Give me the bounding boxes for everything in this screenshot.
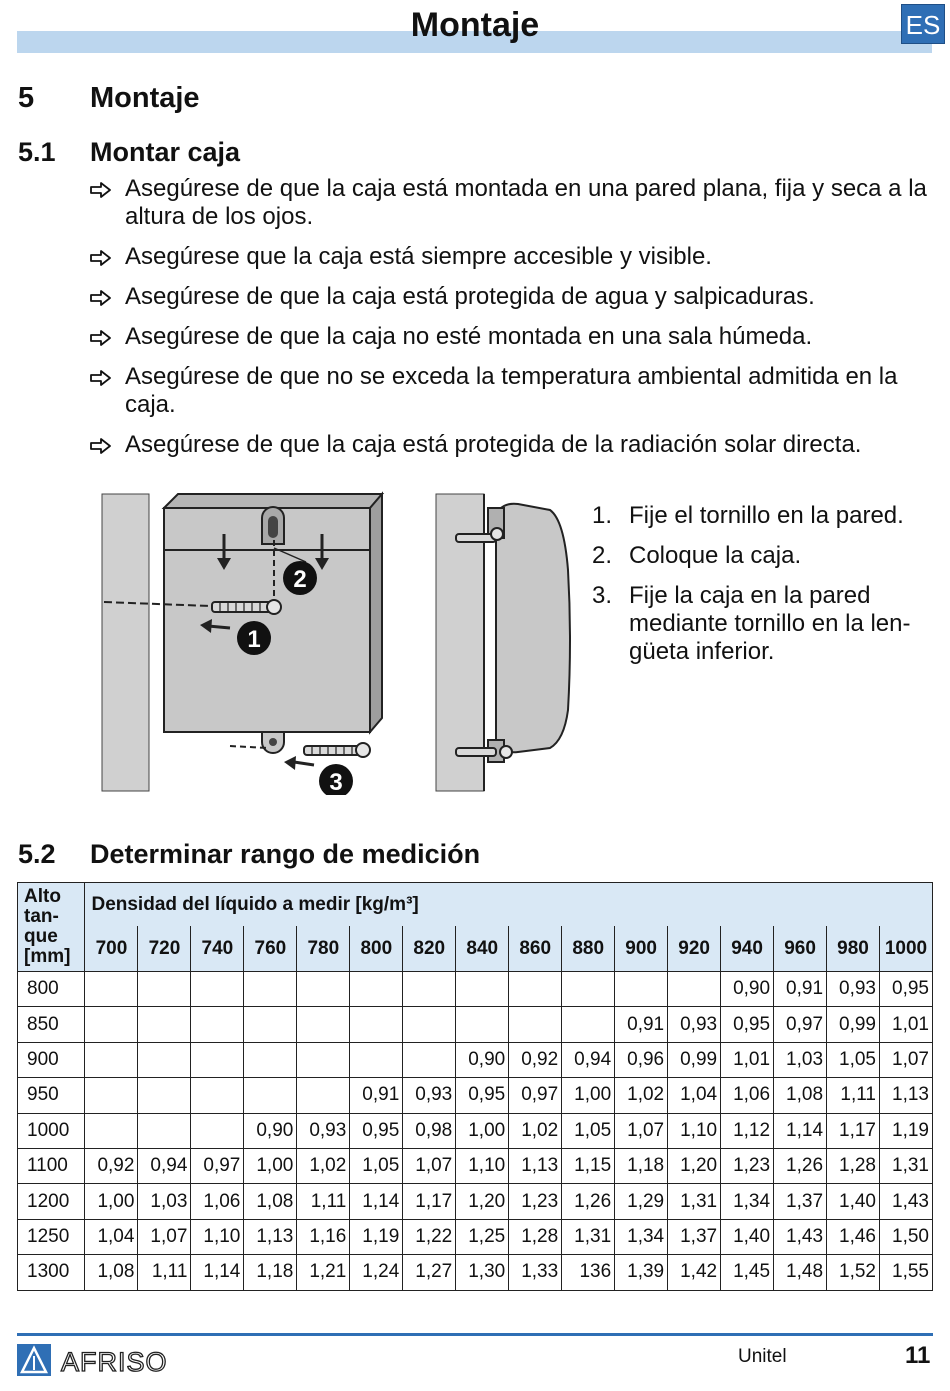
range-cell: 1,43 (880, 1184, 933, 1219)
range-cell: 1,11 (297, 1184, 350, 1219)
density-column-header: 720 (138, 926, 191, 971)
range-cell (138, 972, 191, 1007)
range-cell: 136 (562, 1255, 615, 1290)
range-cell: 1,45 (721, 1255, 774, 1290)
range-cell (350, 1007, 403, 1042)
range-cell: 1,23 (721, 1148, 774, 1183)
range-cell: 1,31 (562, 1219, 615, 1254)
range-cell: 1,04 (85, 1219, 138, 1254)
range-cell: 1,20 (668, 1148, 721, 1183)
list-item-text: Asegúrese de que la caja no esté montada en una sala húmeda. (125, 323, 813, 350)
range-cell: 0,90 (244, 1113, 297, 1148)
range-cell: 1,13 (244, 1219, 297, 1254)
range-cell: 0,94 (138, 1148, 191, 1183)
range-cell: 1,00 (562, 1078, 615, 1113)
tank-height-cell: 1200 (18, 1184, 85, 1219)
range-cell: 1,24 (350, 1255, 403, 1290)
range-cell: 0,92 (85, 1148, 138, 1183)
range-cell (403, 972, 456, 1007)
arrow-right-outline-icon (90, 290, 112, 306)
footer-product: Unitel (738, 1346, 787, 1367)
range-cell: 1,03 (774, 1042, 827, 1077)
range-cell: 1,10 (191, 1219, 244, 1254)
range-cell: 1,02 (297, 1148, 350, 1183)
density-column-header: 1000 (880, 926, 933, 971)
range-cell (191, 1042, 244, 1077)
step-text: Coloque la caja. (629, 542, 802, 569)
density-column-header: 940 (721, 926, 774, 971)
range-cell: 0,91 (615, 1007, 668, 1042)
step-item (592, 542, 932, 570)
subsection-title: Determinar rango de medición (90, 839, 481, 869)
range-cell: 0,90 (721, 972, 774, 1007)
step-text: Fije el tornillo en la pared. (629, 502, 904, 529)
range-cell: 1,52 (827, 1255, 880, 1290)
step-number: 1. (592, 502, 613, 529)
range-cell: 1,08 (774, 1078, 827, 1113)
table-row (18, 972, 933, 1007)
table-row (18, 1184, 933, 1219)
section-title: Montaje (90, 82, 200, 114)
section-heading (18, 82, 200, 115)
page-number: 11 (905, 1342, 931, 1369)
range-cell: 1,11 (827, 1078, 880, 1113)
tank-height-cell: 1000 (18, 1113, 85, 1148)
range-cell: 0,95 (721, 1007, 774, 1042)
section-number: 5 (18, 82, 35, 114)
range-cell (297, 1007, 350, 1042)
tank-height-cell: 1100 (18, 1148, 85, 1183)
range-cell: 1,34 (721, 1184, 774, 1219)
range-cell: 0,93 (403, 1078, 456, 1113)
range-cell (85, 1113, 138, 1148)
step-number: 3. (592, 582, 613, 609)
range-cell (191, 972, 244, 1007)
range-cell: 1,14 (774, 1113, 827, 1148)
list-item (90, 283, 940, 311)
requirements-list (90, 175, 940, 471)
range-cell: 1,37 (774, 1184, 827, 1219)
step-number: 2. (592, 542, 613, 569)
range-cell (191, 1113, 244, 1148)
table-row (18, 1219, 933, 1254)
range-cell (297, 1078, 350, 1113)
mounting-steps (592, 502, 932, 678)
range-cell: 1,00 (85, 1184, 138, 1219)
range-cell: 1,18 (244, 1255, 297, 1290)
screw-1 (212, 602, 272, 612)
tank-height-cell: 950 (18, 1078, 85, 1113)
footer-rule (17, 1333, 933, 1336)
range-cell: 1,08 (85, 1255, 138, 1290)
range-cell (85, 1007, 138, 1042)
range-cell (456, 1007, 509, 1042)
density-column-header: 800 (350, 926, 403, 971)
range-cell: 1,42 (668, 1255, 721, 1290)
range-cell (138, 1042, 191, 1077)
density-column-header: 920 (668, 926, 721, 971)
range-cell: 1,40 (827, 1184, 880, 1219)
range-cell (668, 972, 721, 1007)
range-cell: 1,55 (880, 1255, 933, 1290)
density-column-header: 820 (403, 926, 456, 971)
range-cell: 1,06 (191, 1184, 244, 1219)
range-cell: 1,10 (668, 1113, 721, 1148)
range-cell (85, 1042, 138, 1077)
corner-header: Alto tan-que [mm] (18, 883, 85, 972)
range-cell: 1,15 (562, 1148, 615, 1183)
density-column-header: 960 (774, 926, 827, 971)
range-cell: 1,13 (880, 1078, 933, 1113)
range-cell: 0,99 (827, 1007, 880, 1042)
range-cell (350, 1042, 403, 1077)
range-cell: 1,05 (827, 1042, 880, 1077)
range-cell (297, 972, 350, 1007)
density-column-header: 700 (85, 926, 138, 971)
range-cell: 1,00 (244, 1148, 297, 1183)
range-cell (85, 1078, 138, 1113)
range-cell: 1,26 (774, 1148, 827, 1183)
list-item (90, 175, 940, 231)
list-item-text: Asegúrese de que la caja está montada en una pared plana, fija y seca a la altura de los ojos. (125, 175, 927, 230)
list-item (90, 323, 940, 351)
range-cell: 1,06 (721, 1078, 774, 1113)
range-cell: 1,28 (827, 1148, 880, 1183)
list-item-text: Asegúrese de que no se exceda la temperatura ambiental admitida en la caja. (125, 363, 898, 418)
range-cell: 1,28 (509, 1219, 562, 1254)
range-cell: 1,07 (615, 1113, 668, 1148)
range-cell: 1,01 (880, 1007, 933, 1042)
range-cell: 1,05 (350, 1148, 403, 1183)
range-cell: 0,97 (774, 1007, 827, 1042)
density-column-header: 860 (509, 926, 562, 971)
tank-height-cell: 1250 (18, 1219, 85, 1254)
range-cell: 1,04 (668, 1078, 721, 1113)
range-cell: 1,20 (456, 1184, 509, 1219)
table-row (18, 1078, 933, 1113)
table-row (18, 1007, 933, 1042)
list-item-text: Asegúrese que la caja está siempre accesible y visible. (125, 243, 712, 270)
box-top-bevel (164, 494, 382, 508)
box-side-bevel (370, 494, 382, 732)
range-cell: 0,93 (827, 972, 880, 1007)
step-text: Fije la caja en la pared mediante tornillo en la len-güeta inferior. (629, 582, 911, 665)
table-row (18, 1042, 933, 1077)
density-column-header: 840 (456, 926, 509, 971)
table-body (18, 972, 933, 1291)
range-cell (456, 972, 509, 1007)
tank-height-cell: 900 (18, 1042, 85, 1077)
range-cell: 1,12 (721, 1113, 774, 1148)
range-cell: 1,31 (668, 1184, 721, 1219)
density-column-header: 780 (297, 926, 350, 971)
range-cell: 1,00 (456, 1113, 509, 1148)
range-cell: 1,17 (827, 1113, 880, 1148)
callout-2: 2 (293, 566, 307, 593)
range-cell: 0,90 (456, 1042, 509, 1077)
tank-height-cell: 1300 (18, 1255, 85, 1290)
screw-3 (304, 746, 362, 755)
range-cell: 0,94 (562, 1042, 615, 1077)
page-header-title: Montaje (410, 6, 540, 44)
range-cell: 0,95 (880, 972, 933, 1007)
language-badge: ES (901, 4, 945, 44)
range-cell: 1,29 (615, 1184, 668, 1219)
list-item (90, 243, 940, 271)
table-row (18, 1255, 933, 1290)
list-item-text: Asegúrese de que la caja está protegida de agua y salpicaduras. (125, 283, 815, 310)
range-cell: 1,01 (721, 1042, 774, 1077)
callout-1: 1 (247, 626, 261, 653)
range-cell (138, 1113, 191, 1148)
step-item (592, 502, 932, 530)
list-item (90, 363, 940, 419)
subsection-number: 5.2 (18, 839, 56, 869)
range-cell (244, 1007, 297, 1042)
range-cell: 1,40 (721, 1219, 774, 1254)
range-cell: 1,05 (562, 1113, 615, 1148)
range-cell: 0,98 (403, 1113, 456, 1148)
range-cell: 1,48 (774, 1255, 827, 1290)
range-cell: 1,26 (562, 1184, 615, 1219)
table-row (18, 1148, 933, 1183)
range-cell (509, 1007, 562, 1042)
range-cell: 0,93 (668, 1007, 721, 1042)
range-cell: 1,03 (138, 1184, 191, 1219)
range-cell: 1,07 (880, 1042, 933, 1077)
range-cell: 0,92 (509, 1042, 562, 1077)
range-cell: 0,91 (774, 972, 827, 1007)
callout-3: 3 (329, 769, 343, 795)
range-cell: 0,99 (668, 1042, 721, 1077)
range-cell: 1,43 (774, 1219, 827, 1254)
range-cell: 1,10 (456, 1148, 509, 1183)
range-cell: 1,39 (615, 1255, 668, 1290)
arrow-right-outline-icon (90, 370, 112, 386)
range-cell (138, 1007, 191, 1042)
range-cell: 1,02 (509, 1113, 562, 1148)
range-cell: 1,25 (456, 1219, 509, 1254)
wall-front-view (102, 494, 149, 791)
range-cell (85, 972, 138, 1007)
range-cell: 1,30 (456, 1255, 509, 1290)
range-cell: 1,08 (244, 1184, 297, 1219)
range-cell: 0,96 (615, 1042, 668, 1077)
box-side-view (496, 504, 570, 753)
range-cell: 0,95 (350, 1113, 403, 1148)
subsection-heading-5-2 (18, 839, 480, 870)
subsection-number: 5.1 (18, 137, 56, 167)
range-cell (244, 1078, 297, 1113)
range-cell (244, 1042, 297, 1077)
arrow-right-outline-icon (90, 330, 112, 346)
range-cell (615, 972, 668, 1007)
range-cell (138, 1078, 191, 1113)
range-cell: 1,17 (403, 1184, 456, 1219)
arrow-right-outline-icon (90, 250, 112, 266)
density-column-header: 980 (827, 926, 880, 971)
range-cell: 0,91 (350, 1078, 403, 1113)
logo-brand-text: AFRISO (61, 1347, 168, 1376)
density-header: Densidad del líquido a medir [kg/m³] (85, 883, 933, 927)
range-cell: 1,14 (350, 1184, 403, 1219)
tank-height-cell: 850 (18, 1007, 85, 1042)
range-cell (403, 1007, 456, 1042)
range-cell: 1,02 (615, 1078, 668, 1113)
range-cell: 0,93 (297, 1113, 350, 1148)
range-cell (350, 972, 403, 1007)
range-cell: 1,46 (827, 1219, 880, 1254)
density-row (18, 926, 933, 971)
density-column-header: 880 (562, 926, 615, 971)
table-row (18, 1113, 933, 1148)
range-cell: 1,14 (191, 1255, 244, 1290)
measuring-range-table (17, 882, 933, 1291)
subsection-title: Montar caja (90, 137, 241, 167)
screw-side-top (456, 534, 496, 542)
range-cell: 1,27 (403, 1255, 456, 1290)
list-item-text: Asegúrese de que la caja está protegida de la radiación solar directa. (125, 431, 862, 458)
range-cell: 1,16 (297, 1219, 350, 1254)
range-cell: 1,34 (615, 1219, 668, 1254)
mounting-illustration (98, 490, 588, 795)
density-column-header: 740 (191, 926, 244, 971)
range-cell: 1,23 (509, 1184, 562, 1219)
range-cell (191, 1007, 244, 1042)
subsection-heading-5-1 (18, 137, 240, 168)
arrow-right-outline-icon (90, 438, 112, 454)
range-cell: 0,97 (509, 1078, 562, 1113)
afriso-logo (17, 1344, 202, 1376)
step-item (592, 582, 932, 666)
range-cell (244, 972, 297, 1007)
range-cell (562, 972, 615, 1007)
range-cell: 1,13 (509, 1148, 562, 1183)
range-cell: 1,33 (509, 1255, 562, 1290)
range-cell: 1,37 (668, 1219, 721, 1254)
range-cell: 0,95 (456, 1078, 509, 1113)
screw-side-bottom (456, 748, 496, 756)
range-cell: 1,21 (297, 1255, 350, 1290)
range-cell (403, 1042, 456, 1077)
range-cell (191, 1078, 244, 1113)
range-cell: 1,19 (350, 1219, 403, 1254)
density-column-header: 760 (244, 926, 297, 971)
density-column-header: 900 (615, 926, 668, 971)
range-cell: 1,07 (403, 1148, 456, 1183)
range-cell: 1,50 (880, 1219, 933, 1254)
range-cell: 1,18 (615, 1148, 668, 1183)
list-item (90, 431, 940, 459)
range-cell: 1,19 (880, 1113, 933, 1148)
arrow-right-outline-icon (90, 182, 112, 198)
range-cell (297, 1042, 350, 1077)
range-cell (509, 972, 562, 1007)
range-cell (562, 1007, 615, 1042)
range-cell: 1,11 (138, 1255, 191, 1290)
range-cell: 0,97 (191, 1148, 244, 1183)
tank-height-cell: 800 (18, 972, 85, 1007)
range-cell: 1,07 (138, 1219, 191, 1254)
range-cell: 1,31 (880, 1148, 933, 1183)
range-cell: 1,22 (403, 1219, 456, 1254)
